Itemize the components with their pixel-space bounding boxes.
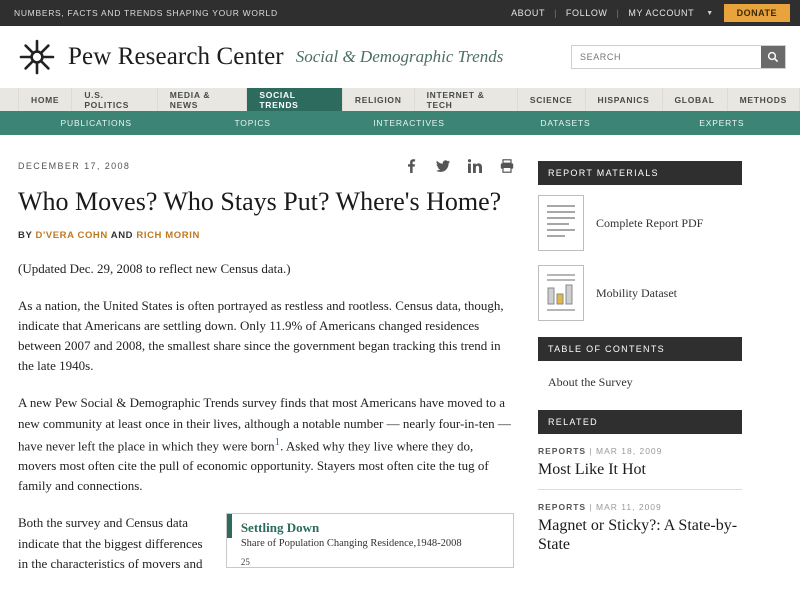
utility-link-my-account[interactable]: MY ACCOUNT xyxy=(628,8,695,18)
site-tagline: NUMBERS, FACTS AND TRENDS SHAPING YOUR WORLD xyxy=(14,8,278,18)
brand-title[interactable]: Pew Research Center xyxy=(68,43,284,70)
subnav-item-experts[interactable]: EXPERTS xyxy=(699,118,745,128)
chart-ytick-25: 25 xyxy=(240,557,250,568)
subnav-item-publications[interactable]: PUBLICATIONS xyxy=(60,118,132,128)
related-kicker: REPORTS xyxy=(538,446,587,456)
masthead xyxy=(0,26,800,88)
footnote-link[interactable]: 1 xyxy=(274,435,281,448)
report-material-label[interactable]: Mobility Dataset xyxy=(596,285,677,300)
chart-title: Settling Down xyxy=(227,514,513,538)
nav-item-media-news[interactable]: MEDIA & NEWS xyxy=(158,88,248,111)
report-materials-heading: REPORT MATERIALS xyxy=(538,161,742,185)
chart-figure xyxy=(226,513,514,568)
divider: | xyxy=(616,8,620,18)
nav-item-home[interactable]: HOME xyxy=(18,88,72,111)
toc-item-about-the-survey[interactable]: About the Survey xyxy=(548,375,633,389)
nav-item-science[interactable]: SCIENCE xyxy=(518,88,586,111)
pdf-document-icon[interactable] xyxy=(538,195,584,251)
search-icon[interactable] xyxy=(761,46,785,68)
subnav-item-interactives[interactable]: INTERACTIVES xyxy=(373,118,445,128)
report-material-item[interactable] xyxy=(538,265,742,321)
related-date: MAR 11, 2009 xyxy=(596,502,662,513)
related-meta xyxy=(538,502,742,512)
article-paragraph-1: As a nation, the United States is often portrayed as restless and rootless. Census data, though, indicate that Americans are settling down. Only 11.9% of Americans changed residences between 2007 and 2008, the smallest share since the government began tracking this trend in the late 1940s. xyxy=(18,297,504,374)
article-paragraph-2 xyxy=(18,393,514,496)
table-of-contents-heading: TABLE OF CONTENTS xyxy=(538,337,742,361)
nav-item-hispanics[interactable]: HISPANICS xyxy=(586,88,663,111)
article-paragraph-3-wrap xyxy=(18,513,216,590)
related-item[interactable] xyxy=(538,446,742,490)
related-date: MAR 18, 2009 xyxy=(596,446,663,456)
nav-item-methods[interactable]: METHODS xyxy=(728,88,800,111)
paragraph-text-part-1: A new Pew Social & Demographic Trends survey finds that most Americans have moved to a new community at least once in their lives, although a notable number — nearly four-in-ten — have never left the place in which they were born xyxy=(18,395,511,453)
related-heading: RELATED xyxy=(538,410,742,434)
report-material-label[interactable]: Complete Report PDF xyxy=(596,215,704,230)
divider: | xyxy=(589,502,597,513)
related-item[interactable] xyxy=(538,502,742,554)
related-title[interactable]: Magnet or Sticky?: A State-by-State xyxy=(538,517,738,554)
author-link-2[interactable]: RICH MORIN xyxy=(136,229,200,241)
sidebar xyxy=(538,135,742,591)
nav-item-social-trends[interactable]: SOCIAL TRENDS xyxy=(247,88,343,111)
primary-nav xyxy=(0,88,800,111)
search-box[interactable] xyxy=(571,45,786,69)
byline xyxy=(18,230,514,241)
report-material-item[interactable] xyxy=(538,195,742,251)
divider xyxy=(538,489,742,490)
chart-plot-area xyxy=(227,555,513,567)
nav-item-global[interactable]: GLOBAL xyxy=(663,88,728,111)
utility-link-about[interactable]: ABOUT xyxy=(511,8,546,18)
article-with-chart xyxy=(18,513,514,590)
utility-link-follow[interactable]: FOLLOW xyxy=(565,8,608,18)
divider: | xyxy=(554,8,557,18)
pew-logo-icon[interactable] xyxy=(18,38,56,76)
utility-bar xyxy=(0,0,800,26)
brand-subtitle: Social & Demographic Trends xyxy=(295,47,504,66)
nav-item-us-politics[interactable]: U.S. POLITICS xyxy=(72,88,157,111)
page-title: Who Moves? Who Stays Put? Where's Home? xyxy=(18,187,502,216)
linkedin-share-icon[interactable] xyxy=(468,159,482,173)
facebook-share-icon[interactable] xyxy=(404,159,418,173)
publish-date: DECEMBER 17, 2008 xyxy=(18,161,131,171)
paragraph-text-part-2: . Asked why they live where they do, movers most often cite the pull of economic opportunity. Stayers most often cite the tug of family and connections. xyxy=(18,437,489,494)
secondary-nav xyxy=(0,111,800,135)
search-input[interactable] xyxy=(572,46,761,68)
chart-subtitle: Share of Population Changing Residence,1948-2008 xyxy=(240,538,462,550)
subnav-item-datasets[interactable]: DATASETS xyxy=(540,118,591,128)
byline-prefix: BY xyxy=(18,229,33,241)
article-paragraph-update: (Updated Dec. 29, 2008 to reflect new Census data.) xyxy=(18,260,291,276)
article-column xyxy=(18,135,538,591)
related-title[interactable]: Most Like It Hot xyxy=(538,461,646,478)
byline-and: AND xyxy=(110,229,134,241)
article-paragraph-3: Both the survey and Census data indicate that the biggest differences in the characteristics of movers and xyxy=(18,515,203,571)
print-icon[interactable] xyxy=(500,159,514,173)
nav-item-religion[interactable]: RELIGION xyxy=(343,88,415,111)
utility-links xyxy=(502,8,714,18)
subnav-item-topics[interactable]: TOPICS xyxy=(234,118,271,128)
content-area xyxy=(0,135,800,591)
author-link-1[interactable]: D'VERA COHN xyxy=(35,229,108,241)
related-meta xyxy=(538,446,742,456)
article-header xyxy=(18,161,514,173)
donate-button[interactable]: DONATE xyxy=(724,4,790,22)
twitter-share-icon[interactable] xyxy=(436,159,450,173)
divider: | xyxy=(589,446,597,456)
share-bar xyxy=(404,159,514,173)
related-kicker: REPORTS xyxy=(538,502,587,513)
nav-item-internet-tech[interactable]: INTERNET & TECH xyxy=(415,88,518,111)
chevron-down-icon[interactable]: ▼ xyxy=(706,9,714,17)
dataset-document-icon[interactable] xyxy=(538,265,584,321)
